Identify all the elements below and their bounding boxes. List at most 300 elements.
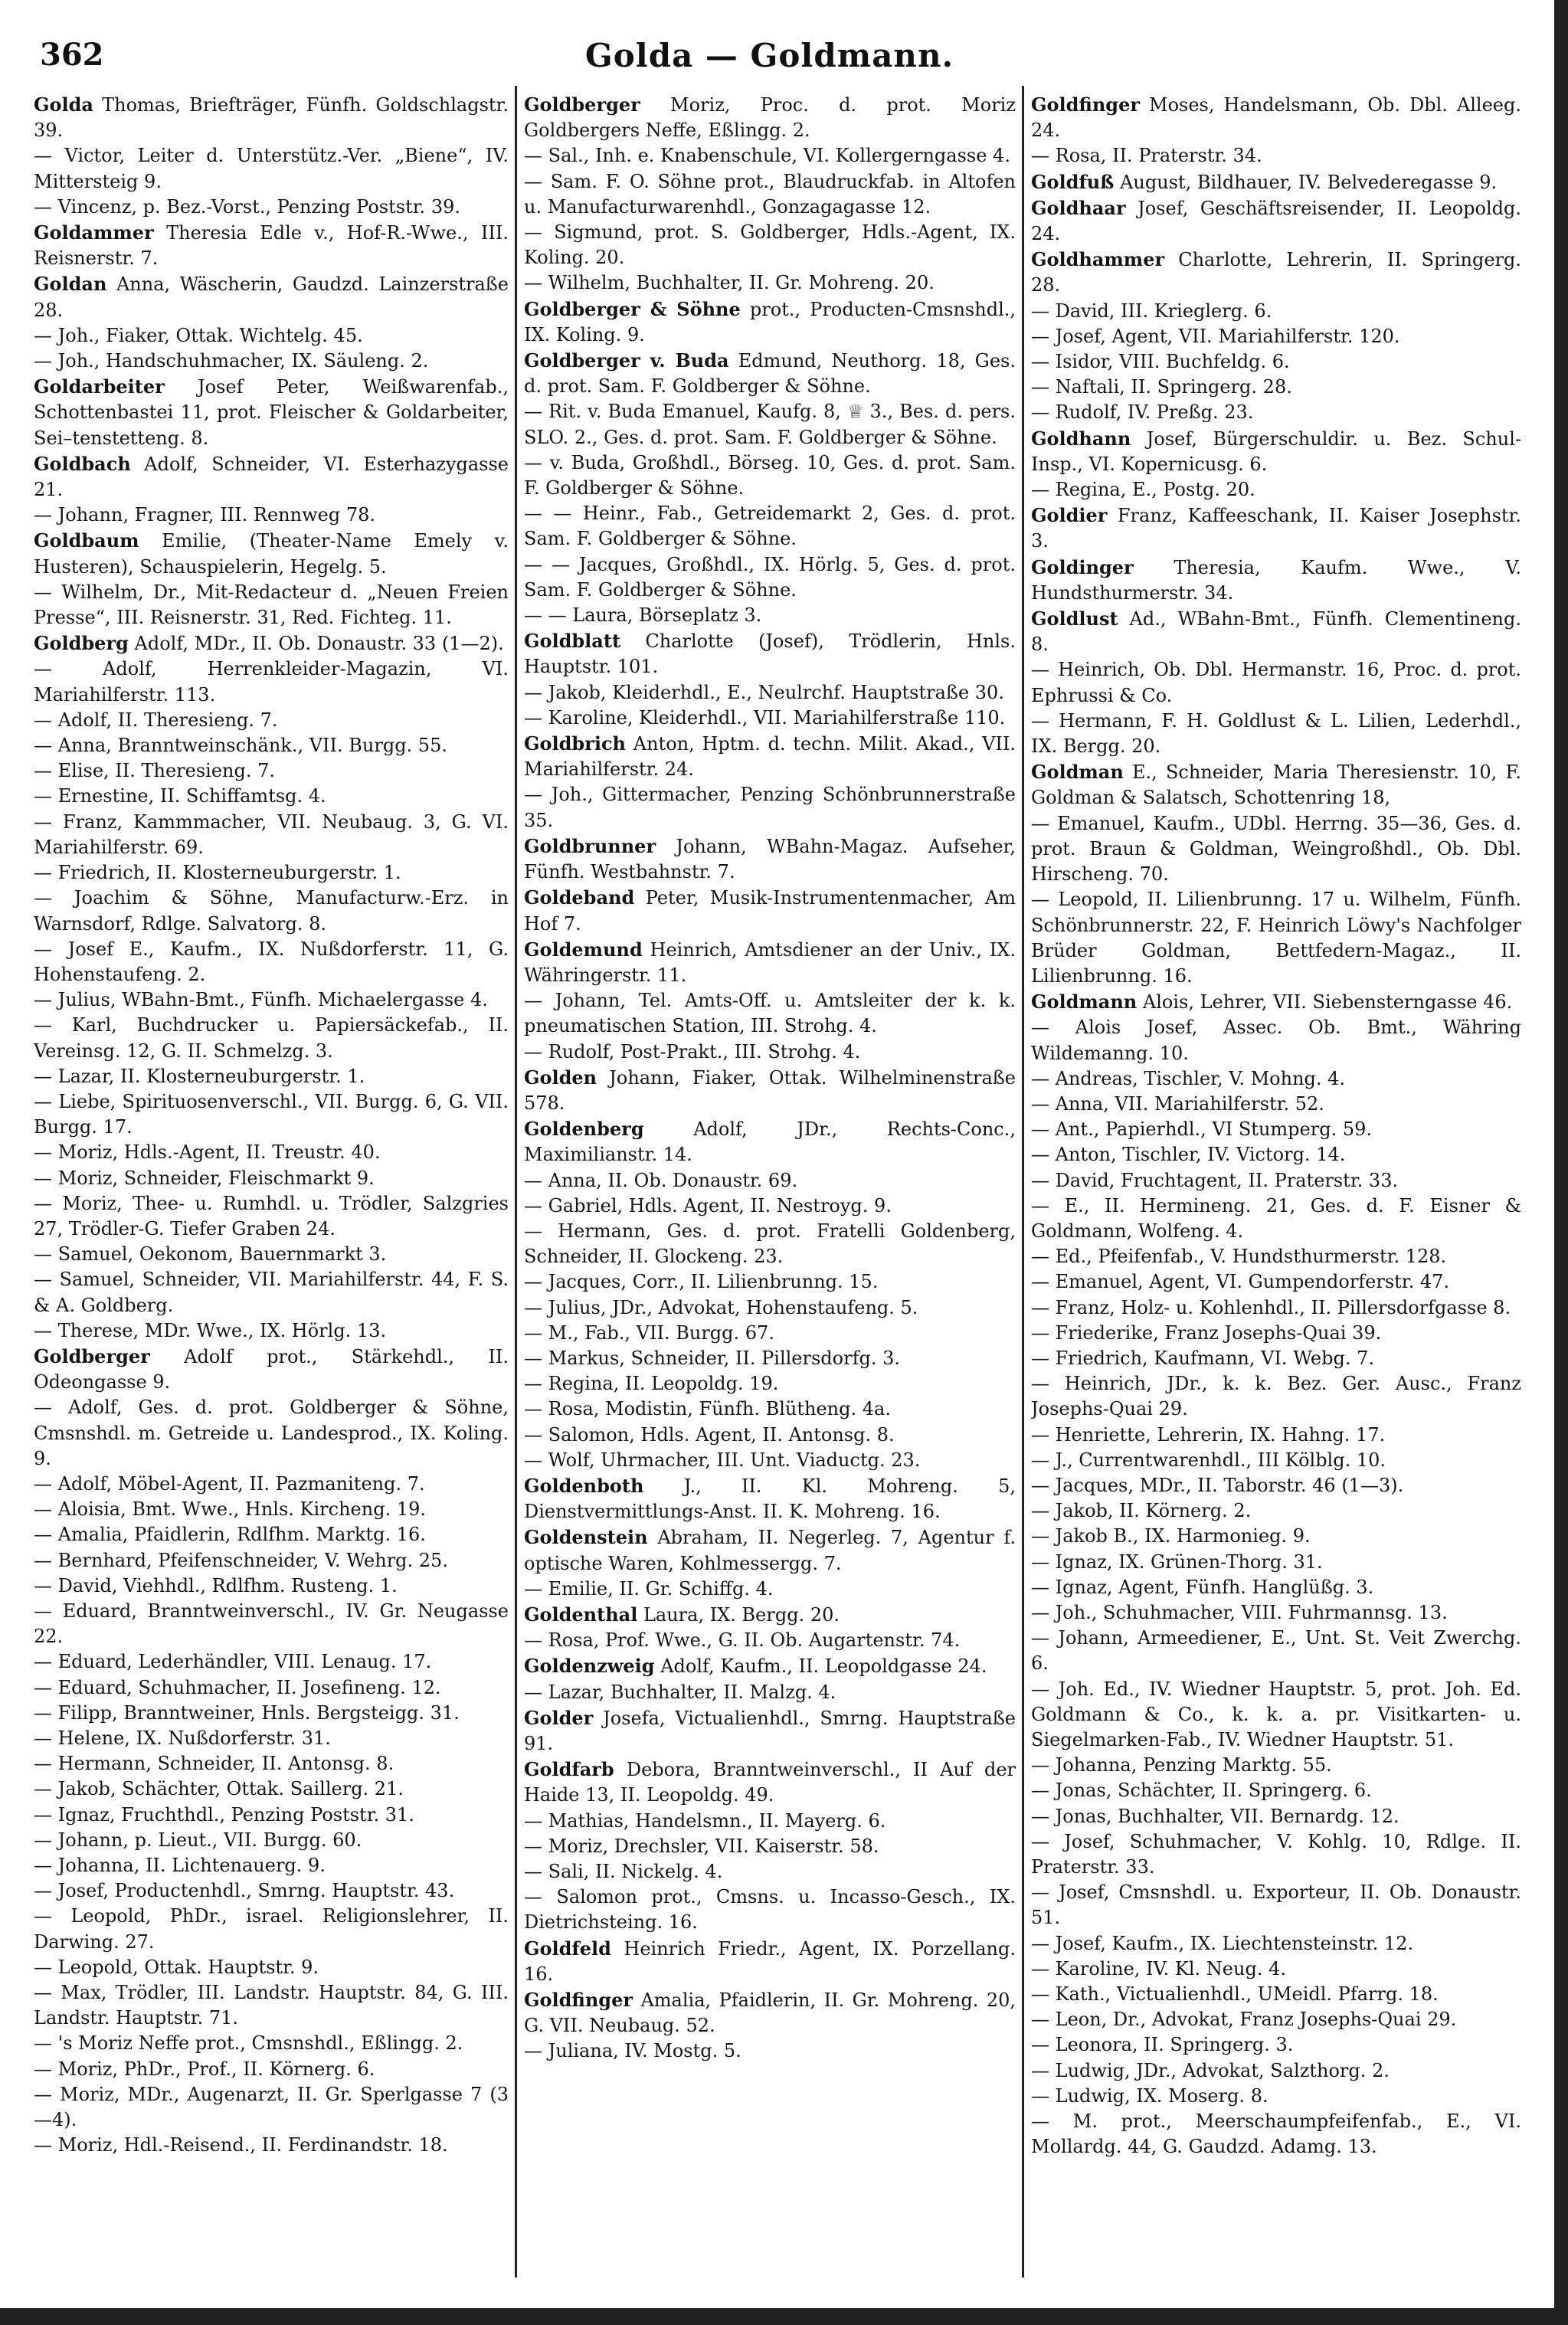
directory-entry [1031,1015,1521,1066]
directory-entry [1031,503,1521,554]
directory-entry [34,1878,509,1904]
entry-text: — Johann, Tel. Amts-Off. u. Amtsleiter der k. k. pneumatischen Station, III. Strohg. 4. [524,990,1016,1037]
entry-text: — Julius, WBahn-Bmt., Fünfh. Michaelergasse 4. [34,989,488,1011]
entry-text: — Franz, Kammmacher, VII. Neubaug. 3, G. VI. Mariahilferstr. 69. [34,810,509,858]
entry-text: — Ludwig, IX. Moserg. 8. [1031,2084,1268,2107]
directory-entry [524,731,1016,782]
entry-text: — Ant., Papierhdl., VI Stumperg. 59. [1031,1118,1372,1141]
entry-text: Josef, Geschäftsreisender, II. Leopoldg. 24. [1031,197,1521,245]
entry-surname: Goldenzweig [524,1655,655,1678]
entry-text: — Moriz, MDr., Augenarzt, II. Gr. Sperlgasse 7 (3—4). [34,2083,509,2131]
entry-text: — Bernhard, Pfeifenschneider, V. Wehrg. 25. [34,1549,448,1571]
entry-text: prot., Producten-Cmsnshdl., IX. Koling. 9. [524,298,1016,345]
directory-entry [1031,324,1521,349]
entry-text: — Heinrich, JDr., k. k. Bez. Ger. Ausc., Franz Josephs-Quai 29. [1031,1373,1521,1420]
entry-text: — Leopold, II. Lilienbrunng. 17 u. Wilhelm, Fünfh. Schönbrunnerstr. 22, F. Heinrich Löwy's Nachfolger Brüder Goldman, Bettfedern-Magaz., II. Lilienbrunng. 16. [1031,889,1521,987]
entry-surname: Goldberg [34,632,129,655]
entry-text: — Joh., Gittermacher, Penzing Schönbrunnerstraße 35. [524,784,1016,831]
entry-text: Adolf, JDr., Rechts-Conc., Maximilianstr. 14. [524,1118,1016,1166]
entry-surname: Goldblatt [524,630,621,653]
entry-surname: Goldhammer [1031,248,1165,271]
directory-entry [34,374,509,451]
entry-text: — Hermann, Schneider, II. Antonsg. 8. [34,1753,394,1775]
directory-entry [1031,143,1521,169]
directory-entry [1031,2007,1521,2032]
directory-entry [1031,1473,1521,1498]
entry-text: — Leonora, II. Springerg. 3. [1031,2034,1294,2056]
entry-text: Ad., WBahn-Bmt., Fünfh. Clementineng. 8. [1031,608,1521,656]
directory-entry [1031,1168,1521,1194]
directory-entry [524,1524,1016,1576]
directory-entry [1031,1142,1521,1167]
directory-entry [1031,657,1521,708]
column-1 [34,92,509,2270]
entry-text: — Julius, JDr., Advokat, Hohenstaufeng. 5. [524,1296,918,1318]
directory-entry [34,1166,509,1191]
entry-text: — Emilie, II. Gr. Schiffg. 4. [524,1577,774,1600]
directory-entry [34,1776,509,1802]
directory-entry [34,1649,509,1675]
entry-text: Emilie, (Theater-Name Emely v. Husteren), Schauspielerin, Hegelg. 5. [34,530,509,578]
directory-entry [524,143,1016,169]
entry-text: — Adolf, II. Theresieng. 7. [34,709,278,731]
directory-entry [1031,2109,1521,2160]
directory-entry [1031,1626,1521,1676]
directory-entry [524,1653,1016,1679]
entry-surname: Goldhann [1031,427,1131,450]
entry-text: — Joh., Fiaker, Ottak. Wichtelg. 45. [34,324,363,346]
directory-entry [1031,1957,1521,1982]
entry-text: — M. prot., Meerschaumpfeifenfab., E., VI. Mollardg. 44, G. Gaudzd. Adamg. 13. [1031,2111,1521,2158]
directory-entry [34,1751,509,1776]
directory-entry [34,580,509,630]
entry-text: Abraham, II. Negerleg. 7, Agentur f. optische Waren, Kohlmessergg. 7. [524,1527,1016,1574]
column-2 [524,92,1016,2270]
entry-surname: Goldan [34,273,107,296]
entry-text: — Therese, MDr. Wwe., IX. Hörlg. 13. [34,1319,387,1341]
directory-entry [524,1194,1016,1219]
entry-surname: Goldberger & Söhne [524,297,741,320]
entry-text: E., Schneider, Maria Theresienstr. 10, F. Goldman & Salatsch, Schottenring 18, [1031,761,1521,809]
directory-entry [34,1064,509,1089]
entry-text: — Jonas, Buchhalter, VII. Bernardg. 12. [1031,1805,1399,1827]
entry-text: — Franz, Holz- u. Kohlenhdl., II. Pillersdorfgasse 8. [1031,1296,1511,1318]
directory-entry [524,988,1016,1039]
entry-text: — Josef E., Kaufm., IX. Nußdorferstr. 11, G. Hohenstaufeng. 2. [34,938,509,985]
entry-text: — Moriz, Thee- u. Rumhdl. u. Trödler, Salzgries 27, Trödler-G. Tiefer Graben 24. [34,1192,509,1239]
directory-entry [1031,1550,1521,1575]
directory-entry [1031,1931,1521,1957]
directory-entry [524,885,1016,936]
entry-text: — J., Currentwarenhdl., III Kölblg. 10. [1031,1449,1386,1471]
directory-entry [524,1168,1016,1194]
directory-entry [524,1680,1016,1705]
directory-entry [524,220,1016,270]
entry-surname: Goldberger [524,93,640,116]
directory-entry [34,1497,509,1522]
entry-text: — Kath., Victualienhdl., UMeidl. Pfarrg. 18. [1031,1983,1439,2006]
entry-text: — Jacques, Corr., II. Lilienbrunng. 15. [524,1271,879,1293]
entry-text: — Sam. F. O. Söhne prot., Blaudruckfab. in Altofen u. Manufacturwarenhdl., Gonzagagasse 12. [524,170,1016,218]
entry-text: — Karoline, IV. Kl. Neug. 4. [1031,1957,1286,1980]
entry-text: — Friedrich, Kaufmann, VI. Webg. 7. [1031,1347,1374,1369]
directory-entry [34,1344,509,1395]
entry-text: — Eduard, Branntweinverschl., IV. Gr. Neugasse 22. [34,1600,509,1648]
directory-entry [1031,1194,1521,1244]
entry-text: — Josef, Productenhdl., Smrng. Hauptstr. 43. [34,1880,455,1902]
entry-text: Adolf, Schneider, VI. Esterhazygasse 21. [34,453,509,501]
entry-text: — Salomon prot., Cmsns. u. Incasso-Gesch., IX. Dietrichsteing. 16. [524,1886,1016,1934]
entry-text: — Joh. Ed., IV. Wiedner Hauptstr. 5, prot. Joh. Ed. Goldmann & Co., k. k. a. pr. Visitkarten- u. Siegelmarken-Fab., IV. Wiedner Hauptstr. 51. [1031,1678,1521,1750]
entry-text: Laura, IX. Bergg. 20. [637,1603,840,1626]
entry-text: — Jakob B., IX. Harmonieg. 9. [1031,1525,1311,1547]
entry-text: — Eduard, Lederhändler, VIII. Lenaug. 17. [34,1651,432,1673]
directory-entry [1031,1448,1521,1473]
directory-entry [524,1809,1016,1834]
directory-entry [1031,989,1521,1015]
directory-entry [1031,606,1521,657]
directory-entry [524,1219,1016,1269]
entry-text: — Adolf, Möbel-Agent, II. Pazmaniteng. 7. [34,1472,425,1495]
entry-text: Josef, Bürgerschuldir. u. Bez. Schul-Insp., VI. Kopernicusg. 6. [1031,427,1521,475]
entry-text: — Wilhelm, Buchhalter, II. Gr. Mohreng. 20. [524,272,935,294]
entry-text: — Isidor, VIII. Buchfeldg. 6. [1031,351,1290,373]
directory-entry [524,1346,1016,1371]
directory-entry [34,630,509,657]
directory-entry [524,833,1016,885]
entry-text: — Jacques, MDr., II. Taborstr. 46 (1—3). [1031,1474,1404,1496]
entry-text: — Ignaz, Fruchthdl., Penzing Poststr. 31. [34,1803,414,1826]
directory-entry [524,348,1016,399]
entry-text: — Adolf, Ges. d. prot. Goldberger & Söhne, Cmsnshdl. m. Getreide u. Landesprod., IX. Koling. 9. [34,1397,509,1469]
directory-entry [1031,887,1521,989]
entry-text: — Hermann, F. H. Goldlust & L. Lilien, Lederhdl., IX. Bergg. 20. [1031,709,1521,758]
directory-entry [524,1423,1016,1448]
directory-entry [1031,92,1521,143]
directory-entry [1031,1092,1521,1117]
entry-text: Thomas, Briefträger, Fünfh. Goldschlagstr. 39. [34,94,509,142]
entry-text: — Friedrich, II. Klosterneuburgerstr. 1. [34,862,401,884]
entry-text: — Moriz, Schneider, Fleischmarkt 9. [34,1167,375,1189]
directory-entry [524,1448,1016,1473]
entry-text: Moses, Handelsmann, Ob. Dbl. Alleeg. 24. [1031,94,1521,142]
entry-text: — Aloisia, Bmt. Wwe., Hnls. Kircheng. 19. [34,1498,426,1521]
entry-text: — Moriz, PhDr., Prof., II. Körnerg. 6. [34,2058,375,2080]
directory-entry [1031,555,1521,606]
directory-entry [524,1859,1016,1885]
entry-text: — Gabriel, Hdls. Agent, II. Nestroyg. 9. [524,1194,892,1217]
directory-entry [1031,1498,1521,1524]
entry-surname: Goldenthal [524,1603,638,1626]
directory-entry [34,271,509,323]
entry-text: — Elise, II. Theresieng. 7. [34,760,276,782]
entry-text: — Jakob, II. Körnerg. 2. [1031,1500,1252,1522]
directory-entry [1031,1524,1521,1549]
directory-entry [524,1628,1016,1653]
directory-entry [34,1853,509,1878]
entry-text: — Joachim & Söhne, Manufacturw.-Erz. in Warnsdorf, Rdlge. Salvatorg. 8. [34,887,509,935]
entry-surname: Goldenboth [524,1474,644,1497]
entry-text: — Johann, p. Lieut., VII. Burgg. 60. [34,1829,362,1851]
directory-entry [1031,1829,1521,1880]
directory-entry [34,1599,509,1649]
entry-text: — Moriz, Hdls.-Agent, II. Treustr. 40. [34,1141,381,1164]
directory-entry [34,937,509,987]
directory-entry [34,708,509,733]
entry-text: — Markus, Schneider, II. Pillersdorfg. 3. [524,1347,900,1369]
entry-text: — Sali, II. Nickelg. 4. [524,1861,723,1883]
directory-entry [1031,1804,1521,1829]
entry-text: — Lazar, Buchhalter, II. Malzg. 4. [524,1681,836,1703]
directory-entry [34,1267,509,1318]
directory-entry [34,1701,509,1726]
directory-entry [524,937,1016,988]
entry-text: — Naftali, II. Springerg. 28. [1031,376,1292,398]
directory-entry [1031,195,1521,247]
entry-text: — Anna, II. Ob. Donaustr. 69. [524,1169,798,1191]
directory-entry [34,1242,509,1267]
entry-text: — Leon, Dr., Advokat, Franz Josephs-Quai 29. [1031,2009,1457,2031]
directory-entry [34,1191,509,1242]
directory-entry [34,323,509,349]
directory-entry [1031,1982,1521,2007]
entry-text: Adolf prot., Stärkehdl., II. Odeongasse 9. [34,1345,509,1393]
directory-entry [34,1726,509,1751]
entry-text: — Juliana, IV. Mostg. 5. [524,2040,741,2062]
entry-text: — Ignaz, IX. Grünen-Thorg. 31. [1031,1551,1323,1573]
entry-text: — Sal., Inh. e. Knabenschule, VI. Kollergerngasse 4. [524,145,1010,167]
directory-entry [34,503,509,528]
entry-text: Theresia Edle v., Hof-R.-Wwe., III. Reisnerstr. 7. [34,222,509,270]
entry-text: — Alois Josef, Assec. Ob. Bmt., Währing Wildemanng. 10. [1031,1017,1521,1064]
directory-entry [1031,299,1521,324]
entry-text: — Jonas, Schächter, II. Springerg. 6. [1031,1780,1372,1802]
directory-entry [34,1318,509,1344]
entry-text: — Josef, Kaufm., IX. Liechtensteinstr. 12. [1031,1932,1414,1954]
entry-text: J., II. Kl. Mohreng. 5, Dienstvermittlungs-Anst. II. K. Mohreng. 16. [524,1475,1016,1523]
directory-entry [1031,1346,1521,1371]
entry-text: — Johanna, Penzing Marktg. 55. [1031,1754,1332,1776]
entry-surname: Goldberger v. Buda [524,349,729,372]
entry-text: — Ed., Pfeifenfab., V. Hundsthurmerstr. 128. [1031,1246,1447,1268]
directory-entry [34,987,509,1013]
directory-entry [34,92,509,143]
entry-text: Franz, Kaffeeschank, II. Kaiser Josephstr. 3. [1031,505,1521,552]
entry-text: Anton, Hptm. d. techn. Milit. Akad., VII. Mariahilferstr. 24. [524,733,1016,781]
directory-entry [1031,1778,1521,1803]
entry-surname: Goldarbeiter [34,375,165,398]
entry-text: — Johanna, II. Lichtenauerg. 9. [34,1855,326,1877]
directory-entry [1031,2032,1521,2058]
entry-text: Alois, Lehrer, VII. Siebensterngasse 46. [1137,991,1513,1014]
directory-entry [34,860,509,886]
entry-surname: Goldammer [34,221,154,244]
entry-text: — Josef, Schuhmacher, V. Kohlg. 10, Rdlge. II. Praterstr. 33. [1031,1830,1521,1878]
entry-text: — Josef, Agent, VII. Mariahilferstr. 120. [1031,325,1400,347]
entry-surname: Goldbach [34,452,131,475]
entry-text: Heinrich Friedr., Agent, IX. Porzellang. 16. [524,1937,1016,1985]
directory-entry [34,1548,509,1573]
directory-entry [34,451,509,503]
entry-text: Peter, Musik-Instrumentenmacher, Am Hof 7. [524,887,1016,935]
entry-text: — Regina, E., Postg. 20. [1031,479,1255,501]
directory-entry [34,1089,509,1140]
directory-entry [1031,477,1521,503]
directory-entry [34,1013,509,1063]
directory-entry [34,1472,509,1497]
directory-entry [34,1904,509,1954]
directory-entry [524,501,1016,552]
directory-entry [34,886,509,936]
directory-entry [1031,1066,1521,1092]
directory-entry [524,2038,1016,2064]
directory-entry [524,169,1016,220]
column-divider [1022,86,1024,2278]
entry-text: Heinrich, Amtsdiener an der Univ., IX. Währingerstr. 11. [524,938,1016,986]
entry-text: — Jakob, Schächter, Ottak. Saillerg. 21. [34,1778,404,1800]
directory-entry [34,1522,509,1547]
entry-text: — Amalia, Pfaidlerin, Rdlfhm. Marktg. 16. [34,1524,426,1546]
entry-text: Josefa, Victualienhdl., Smrng. Hauptstraße 91. [524,1707,1016,1754]
entry-surname: Goldbrunner [524,834,656,857]
directory-entry [1031,1600,1521,1626]
entry-text: — Henriette, Lehrerin, IX. Hahng. 17. [1031,1423,1386,1446]
directory-entry [34,195,509,220]
entry-text: Johann, WBahn-Magaz. Aufseher, Fünfh. Westbahnstr. 7. [524,835,1016,883]
directory-entry [524,1116,1016,1167]
directory-entry [524,1757,1016,1808]
entry-text: — Leopold, Ottak. Hauptstr. 9. [34,1956,319,1978]
entry-surname: Goldhaar [1031,196,1126,219]
directory-entry [1031,1423,1521,1448]
directory-entry [34,657,509,707]
entry-text: — Rosa, Modistin, Fünfh. Blütheng. 4a. [524,1398,891,1420]
entry-text: — Salomon, Hdls. Agent, II. Antonsg. 8. [524,1423,895,1446]
entry-surname: Goldfarb [524,1758,614,1781]
directory-entry [524,1397,1016,1422]
entry-text: — 's Moriz Neffe prot., Cmsnshdl., Eßlingg. 2. [34,2032,463,2055]
entry-text: Adolf, Kaufm., II. Leopoldgasse 24. [654,1655,987,1678]
entry-text: — Andreas, Tischler, V. Mohng. 4. [1031,1067,1346,1089]
entry-surname: Goldenstein [524,1526,648,1549]
entry-surname: Golder [524,1706,594,1729]
directory-entry [34,220,509,271]
directory-entry [34,810,509,860]
directory-entry [524,1602,1016,1628]
entry-text: — Anna, VII. Mariahilferstr. 52. [1031,1092,1324,1115]
directory-entry [524,399,1016,450]
entry-text: — M., Fab., VII. Burgg. 67. [524,1321,774,1344]
directory-entry [1031,2058,1521,2084]
entry-text: — Adolf, Herrenkleider-Magazin, VI. Mariahilferstr. 113. [34,658,509,706]
entry-text: — v. Buda, Großhdl., Börseg. 10, Ges. d. prot. Sam. F. Goldberger & Söhne. [524,451,1016,499]
entry-surname: Goldberger [34,1344,150,1367]
directory-entry [34,1395,509,1472]
directory-entry [524,1885,1016,1935]
column-divider [515,86,517,2278]
entry-text: — Rosa, Prof. Wwe., G. II. Ob. Augartenstr. 74. [524,1629,961,1652]
directory-entry [524,782,1016,833]
directory-entry [1031,2084,1521,2109]
directory-entry [524,1040,1016,1065]
directory-entry [34,2031,509,2056]
entry-text: — Lazar, II. Klosterneuburgerstr. 1. [34,1065,365,1087]
directory-entry [1031,1677,1521,1754]
directory-entry [1031,1117,1521,1142]
entry-text: — Vincenz, p. Bez.-Vorst., Penzing Poststr. 39. [34,195,460,218]
directory-entry [34,733,509,758]
entry-text: — Hermann, Ges. d. prot. Fratelli Goldenberg, Schneider, II. Glockeng. 23. [524,1220,1016,1268]
directory-entry [524,1577,1016,1602]
entry-text: — Ernestine, II. Schiffamtsg. 4. [34,785,326,807]
running-head: Golda — Goldmann. [584,37,954,74]
entry-surname: Goldemund [524,938,643,961]
directory-entry [524,450,1016,501]
entry-surname: Goldman [1031,761,1124,784]
directory-entry [524,1269,1016,1295]
directory-entry [34,1980,509,2031]
directory-entry [524,552,1016,603]
entry-text: — Ignaz, Agent, Fünfh. Hanglüßg. 3. [1031,1576,1374,1598]
entry-surname: Goldbrich [524,732,627,755]
entry-text: — Joh., Schuhmacher, VIII. Fuhrmannsg. 13. [1031,1601,1448,1623]
entry-text: — — Laura, Börseplatz 3. [524,604,762,627]
directory-entry [1031,1880,1521,1930]
directory-entry [524,1936,1016,1987]
entry-text: — Filipp, Branntweiner, Hnls. Bergsteigg. 31. [34,1701,460,1724]
entry-text: — Victor, Leiter d. Unterstütz.-Ver. „Biene“, IV. Mittersteig 9. [34,145,509,192]
entry-text: — Sigmund, prot. S. Goldberger, Hdls.-Agent, IX. Koling. 20. [524,221,1016,269]
entry-surname: Goldinger [1031,555,1134,578]
directory-entry [34,1573,509,1599]
entry-surname: Goldfinger [524,1989,633,2012]
entry-surname: Goldlust [1031,607,1118,630]
entry-text: — David, Viehhdl., Rdlfhm. Rusteng. 1. [34,1574,398,1596]
entry-text: — Karl, Buchdrucker u. Papiersäckefab., II. Vereinsg. 12, G. II. Schmelzg. 3. [34,1014,509,1062]
entry-surname: Goldmann [1031,991,1138,1014]
entry-text: — E., II. Hermineng. 21, Ges. d. F. Eisner & Goldmann, Wolfeng. 4. [1031,1194,1521,1242]
directory-entry [524,603,1016,628]
directory-entry [1031,1371,1521,1422]
entry-text: — Rosa, II. Praterstr. 34. [1031,145,1262,167]
entry-text: — Rudolf, Post-Prakt., III. Strohg. 4. [524,1040,861,1063]
entry-text: — Eduard, Schuhmacher, II. Josefineng. 12. [34,1676,441,1698]
entry-text: — Samuel, Schneider, VII. Mariahilferstr. 44, F. S. & A. Goldberg. [34,1269,509,1316]
page-header [31,37,1508,75]
entry-text: — Rit. v. Buda Emanuel, Kaufg. 8, ♕ 3., Bes. d. pers. SLO. 2., Ges. d. prot. Sam. F. Goldberger & Söhne. [524,401,1016,448]
entry-text: — Helene, IX. Nußdorferstr. 31. [34,1727,331,1749]
directory-entry [524,1065,1016,1116]
entry-text: — Ludwig, JDr., Advokat, Salzthorg. 2. [1031,2059,1390,2081]
entry-text: — Wolf, Uhrmacher, III. Unt. Viaductg. 23. [524,1449,921,1471]
entry-text: — David, Fruchtagent, II. Praterstr. 33. [1031,1169,1399,1191]
directory-entry [1031,400,1521,425]
directory-entry [34,784,509,809]
directory-entry [524,1834,1016,1859]
entry-text: — Samuel, Oekonom, Bauernmarkt 3. [34,1243,387,1266]
directory-entry [1031,1269,1521,1295]
entry-text: — Emanuel, Agent, VI. Gumpendorferstr. 47. [1031,1271,1450,1293]
entry-text: — Johann, Armeediener, E., Unt. St. Veit Zwerchg. 6. [1031,1627,1521,1675]
entry-text: — Regina, II. Leopoldg. 19. [524,1373,779,1395]
entry-text: — Joh., Handschuhmacher, IX. Säuleng. 2. [34,350,429,372]
directory-entry [1031,375,1521,400]
directory-entry [1031,1244,1521,1269]
directory-entry [524,1473,1016,1524]
column-3 [1031,92,1521,2270]
entry-text: — — Heinr., Fab., Getreidemarkt 2, Ges. d. prot. Sam. F. Goldberger & Söhne. [524,503,1016,550]
entry-surname: Goldfinger [1031,93,1140,116]
